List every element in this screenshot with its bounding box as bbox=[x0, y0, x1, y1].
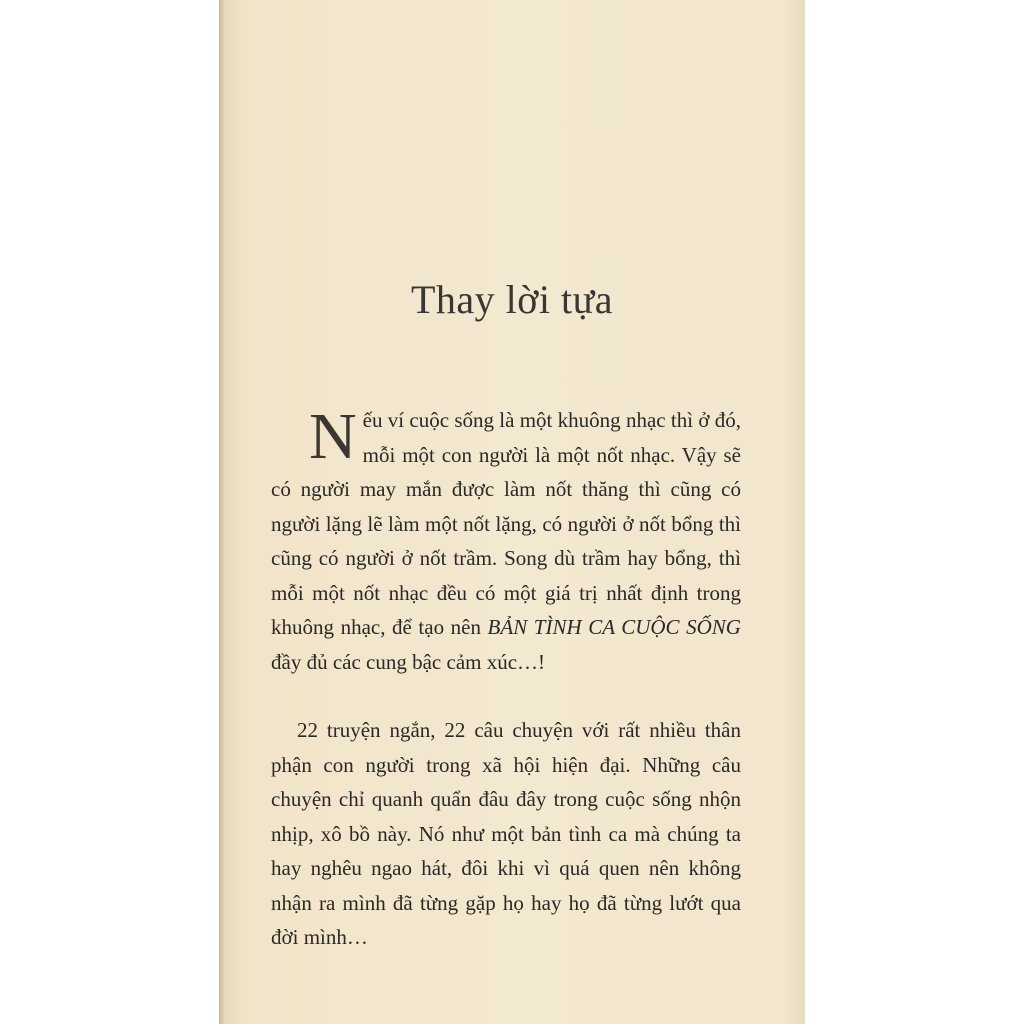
paragraph-1-text-a: ếu ví cuộc sống là một khuông nhạc thì ở đó, mỗi một con người là một nốt nhạc. Vậy sẽ có người may mắn được làm nốt thăng thì cũng có người lặng lẽ làm một nốt lặng, có người ở nốt bổng thì cũng có người ở nốt trầm. Song dù trầm hay bổng, thì mỗi một nốt nhạc đều có một giá trị nhất định trong khuông nhạc, để tạo nên bbox=[271, 408, 741, 639]
page-title: Thay lời tựa bbox=[410, 277, 614, 322]
drop-cap: N bbox=[309, 400, 357, 473]
paragraph-2: 22 truyện ngắn, 22 câu chuyện với rất nhiều thân phận con người trong xã hội hiện đại. Những câu chuyện chỉ quanh quẩn đâu đây trong cuộc sống nhộn nhịp, xô bồ này. Nó như một bản tình ca mà chúng ta hay nghêu ngao hát, đôi khi vì quá quen nên không nhận ra mình đã từng gặp họ hay họ đã từng lướt qua đời mình… bbox=[271, 718, 741, 949]
book-title-italic: BẢN TÌNH CA CUỘC SỐNG bbox=[487, 615, 741, 639]
paragraph-1 bbox=[271, 400, 741, 679]
book-page bbox=[219, 0, 805, 1024]
paragraph-1-text-b: đầy đủ các cung bậc cảm xúc…! bbox=[271, 649, 546, 674]
page-edge-shadow bbox=[219, 0, 225, 1024]
